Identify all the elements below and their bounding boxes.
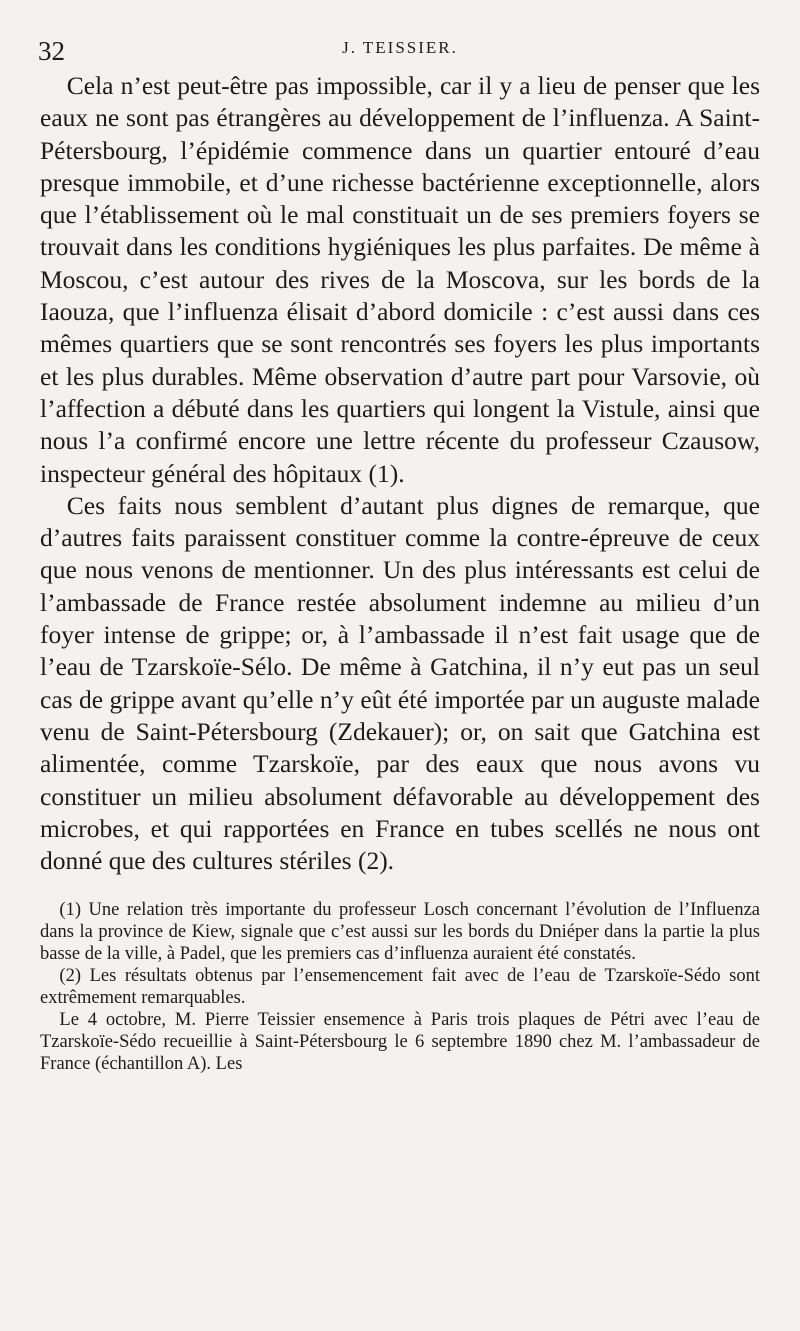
running-head: J. TEISSIER.: [342, 38, 458, 57]
body-text: [40, 70, 760, 877]
page-header: [40, 30, 760, 70]
footnote: (1) Une relation très importante du professeur Losch concernant l’évolution de l’Influenza dans la province de Kiew, signale que c’est aussi sur les bords du Dniéper dans la partie la plus basse de la ville, à Padel, que les premiers cas d’influenza auraient été constatés.: [40, 900, 760, 965]
page-number: 32: [38, 36, 65, 66]
body-paragraph: Ces faits nous semblent d’autant plus dignes de remarque, que d’autres faits paraissent constituer comme la contre-épreuve de ceux que nous venons de mentionner. Un des plus intéressants est celui de l’ambassade de France restée absolument indemne au milieu d’un foyer intense de grippe; or, à l’ambassade il n’est fait usage que de l’eau de Tzarskoïe-Sélo. De même à Gatchina, il n’y eut pas un seul cas de grippe avant qu’elle n’y eût été importée par un auguste malade venu de Saint-Pétersbourg (Zdekauer); or, on sait que Gatchina est alimentée, comme Tzarskoïe, par des eaux que nous avons vu constituer un milieu absolument défavorable au développement des microbes, et qui rapportées en France en tubes scellés ne nous ont donné que des cultures stériles (2).: [40, 490, 760, 876]
footnote: Le 4 octobre, M. Pierre Teissier ensemence à Paris trois plaques de Pétri avec l’eau de Tzarskoïe-Sédo recueillie à Saint-Pétersbourg le 6 septembre 1890 chez M. l’ambassadeur de France (échantillon A). Les: [40, 1010, 760, 1075]
footnotes: [40, 899, 760, 1075]
body-paragraph: Cela n’est peut-être pas impossible, car il y a lieu de penser que les eaux ne sont pas étrangères au développement de l’influenza. A Saint-Pétersbourg, l’épidémie commence dans un quartier entouré d’eau presque immobile, et d’une richesse bactérienne exceptionnelle, alors que l’établissement où le mal constituait un de ses premiers foyers se trouvait dans les conditions hygiéniques les plus parfaites. De même à Moscou, c’est autour des rives de la Moscova, sur les bords de la Iaouza, que l’influenza élisait d’abord domicile : c’est aussi dans ces mêmes quartiers que se sont rencontrés ses foyers les plus importants et les plus durables. Même observation d’autre part pour Varsovie, où l’affection a débuté dans les quartiers qui longent la Vistule, ainsi que nous l’a confirmé encore une lettre récente du professeur Czausow, inspecteur général des hôpitaux (1).: [40, 71, 760, 488]
footnote: (2) Les résultats obtenus par l’ensemencement fait avec de l’eau de Tzarskoïe-Sédo sont extrêmement remarquables.: [40, 966, 760, 1009]
